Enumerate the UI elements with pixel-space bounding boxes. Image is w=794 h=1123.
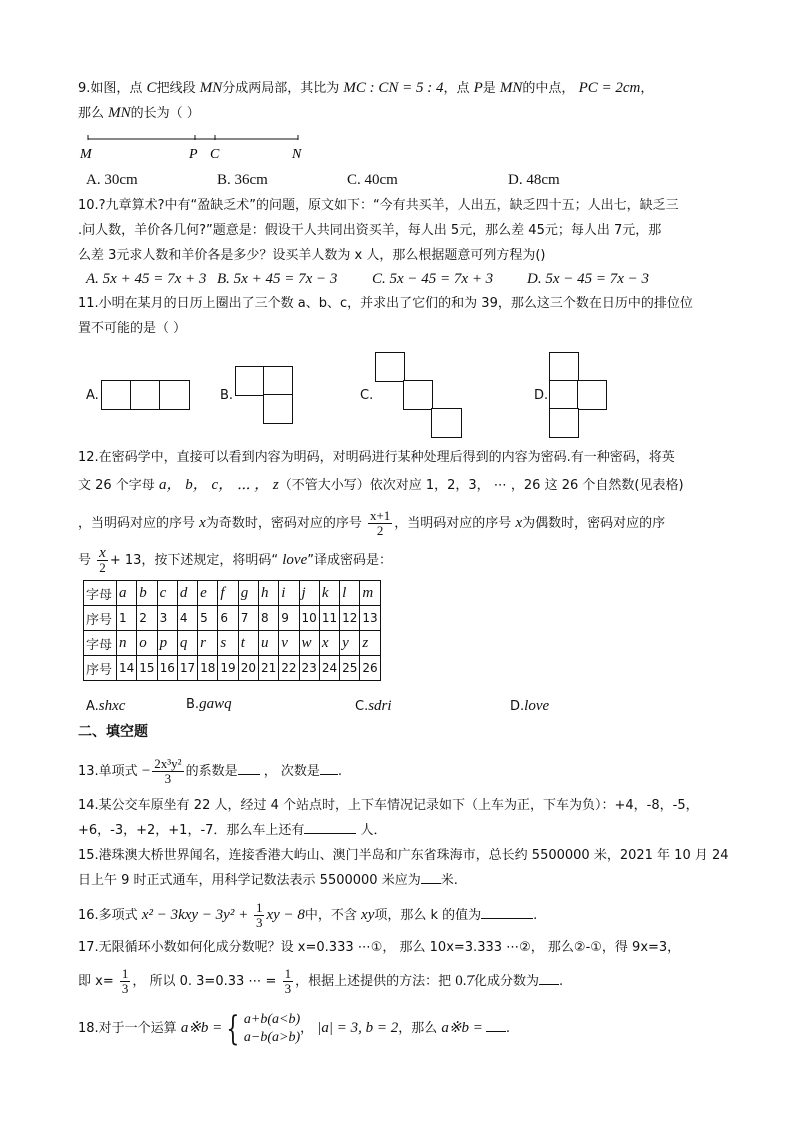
- option-value: sdri: [368, 698, 392, 714]
- q10-option-b[interactable]: B. 5x + 45 = 7x − 3: [217, 271, 338, 287]
- math-expr: xy − 8: [266, 907, 305, 923]
- q14-text: 人．: [356, 823, 387, 838]
- math-var: x: [199, 515, 206, 531]
- cell: [431, 408, 462, 438]
- table-cell: 24: [319, 656, 339, 681]
- q10-line-2: .问人数，羊价各几何?”题意是：假设干人共同出资买羊，每人出 5元，那么差 45元；每人出 7元，那: [78, 223, 662, 238]
- q12-option-b[interactable]: [186, 694, 232, 715]
- repeating-decimal: 0.7̇: [455, 973, 474, 989]
- label-p: P: [189, 147, 198, 162]
- table-cell: 21: [258, 656, 278, 681]
- cell: [263, 366, 293, 396]
- table-cell: 5: [198, 606, 218, 631]
- q16-text: 16.多项式: [78, 908, 142, 923]
- q17-line-2: [78, 964, 728, 999]
- q9-option-d[interactable]: D. 48cm: [508, 172, 560, 188]
- math-var: MN: [108, 105, 131, 121]
- q17-text: 化成分数为: [473, 974, 539, 989]
- table-cell: 17: [177, 656, 197, 681]
- table-cell: e: [198, 581, 218, 606]
- q9-text: 把线段: [156, 81, 200, 96]
- option-value: shxc: [98, 698, 126, 714]
- q13-text: .: [337, 764, 342, 779]
- label-c: C: [210, 147, 220, 162]
- table-cell: v: [279, 631, 299, 656]
- q11-option-a[interactable]: A.: [86, 388, 99, 403]
- table-cell: f: [218, 581, 238, 606]
- q11-option-d[interactable]: D.: [534, 388, 549, 403]
- q9-line-2: [78, 103, 728, 124]
- table-row: [84, 656, 381, 681]
- table-cell: n: [117, 631, 137, 656]
- q12-line-1: 12.在密码学中，直接可以看到内容为明码，对明码进行某种处理后得到的内容为密码.有一种密码，将英: [78, 450, 675, 465]
- table-cell: s: [218, 631, 238, 656]
- table-cell: d: [177, 581, 197, 606]
- q15-line-2: [78, 871, 728, 891]
- q11-option-b[interactable]: B.: [220, 388, 234, 403]
- math-var: MN: [199, 80, 223, 96]
- q12-option-a[interactable]: [86, 696, 125, 717]
- table-cell: o: [137, 631, 157, 656]
- table-cell: 3: [157, 606, 177, 631]
- q10-option-d[interactable]: D. 5x − 45 = 7x − 3: [527, 271, 650, 287]
- q9-text: ，: [640, 81, 654, 96]
- answer-blank[interactable]: [481, 906, 533, 919]
- numerator: 1: [284, 966, 292, 981]
- cell: [403, 380, 433, 410]
- q17-text: ，根据上述提供的方法：把: [295, 974, 456, 989]
- table-cell: w: [299, 631, 319, 656]
- option-label: C.: [355, 699, 369, 714]
- cell: [577, 380, 607, 410]
- q12-text: 文 26 个字母: [78, 478, 159, 493]
- math-var: MN: [499, 80, 523, 96]
- q9-text: ，点: [443, 81, 474, 96]
- math-var: P: [473, 80, 483, 96]
- table-cell: p: [157, 631, 177, 656]
- q12-text: 号: [78, 553, 96, 568]
- answer-blank[interactable]: [421, 871, 441, 884]
- denominator: 3: [255, 915, 263, 930]
- table-cell: 11: [319, 606, 339, 631]
- q11-option-c[interactable]: C.: [360, 388, 374, 403]
- table-cell: t: [238, 631, 258, 656]
- table-cell: 10: [299, 606, 319, 631]
- left-brace: {: [226, 1008, 240, 1049]
- option-label: A.: [86, 699, 99, 714]
- table-cell: 19: [218, 656, 238, 681]
- q17-text: ， 所以 0. 3̇=0.33 ⋯ =: [132, 974, 281, 989]
- cell: [549, 352, 579, 382]
- q12-line-4: [78, 542, 728, 579]
- numerator: 1: [121, 966, 129, 981]
- table-cell: 7: [238, 606, 258, 631]
- cell: [101, 380, 132, 410]
- table-cell: 22: [279, 656, 299, 681]
- answer-blank[interactable]: [486, 1019, 506, 1032]
- table-cell: y: [340, 631, 360, 656]
- q10-option-c[interactable]: C. 5x − 45 = 7x + 3: [372, 271, 494, 287]
- math-expr: x² − 3kxy − 3y² +: [141, 907, 252, 923]
- table-cell: l: [340, 581, 360, 606]
- table-cell: h: [258, 581, 278, 606]
- table-cell: c: [157, 581, 177, 606]
- q18-line: [78, 1008, 728, 1049]
- table-row: [84, 581, 381, 606]
- row-header: 字母: [84, 581, 117, 606]
- minus-sign: −: [141, 763, 151, 779]
- table-cell: j: [299, 581, 319, 606]
- q18-text: 18.对于一个运算: [78, 1021, 181, 1036]
- math-expr: a※b =: [180, 1020, 223, 1036]
- table-cell: 12: [340, 606, 360, 631]
- q14-line-1: 14.某公交车原坐有 22 人，经过 4 个站点时，上下车情况记录如下（上车为正，下车为负）：+4，-8，-5，: [78, 798, 699, 813]
- option-label: B.: [186, 697, 200, 712]
- case-2: a−b(a>b): [243, 1029, 301, 1045]
- table-cell: 1: [117, 606, 137, 631]
- table-cell: 25: [340, 656, 360, 681]
- q9-option-b[interactable]: B. 36cm: [217, 172, 268, 188]
- table-cell: 8: [258, 606, 278, 631]
- table-cell: 20: [238, 656, 258, 681]
- table-cell: 4: [177, 606, 197, 631]
- numerator: x: [99, 545, 106, 561]
- table-cell: g: [238, 581, 258, 606]
- fraction: [152, 757, 183, 786]
- math-expr: |a| = 3, b = 2: [317, 1020, 399, 1036]
- denominator: 3: [284, 981, 292, 996]
- q18-text: ，那么: [398, 1021, 442, 1036]
- q14-line-2: [78, 821, 728, 841]
- table-cell: i: [279, 581, 299, 606]
- segment-diagram: [78, 130, 318, 166]
- table-cell: 6: [218, 606, 238, 631]
- row-header: 字母: [84, 631, 117, 656]
- q12-text: （不管大小写）依次对应 1，2，3， ⋯ ，26 这 26 个自然数(见表格): [278, 478, 684, 493]
- q9-text: 分成两局部，其比为: [222, 81, 344, 96]
- q11-line-2: 置不可能的是（ ）: [78, 321, 187, 336]
- q16-text: 项，那么 k 的值为: [374, 908, 482, 923]
- math-var: xy: [361, 907, 375, 923]
- math-letters: a， b， c， ⋯ ， z: [158, 477, 279, 493]
- table-cell: 23: [299, 656, 319, 681]
- option-value: gawq: [199, 696, 232, 712]
- q9-text: 那么: [78, 106, 109, 121]
- q15-text: 日上午 9 时正式通车，用科学记数法表示 5500000 米应为: [78, 873, 421, 888]
- fraction: [283, 967, 294, 996]
- q12-option-c[interactable]: [355, 696, 392, 717]
- q12-text: ”译成密码是：: [307, 553, 392, 568]
- table-cell: 15: [137, 656, 157, 681]
- q9-option-c[interactable]: C. 40cm: [347, 172, 398, 188]
- q12-text: 为奇数时，密码对应的序号: [205, 516, 366, 531]
- math-var: C: [146, 80, 157, 96]
- cell: [130, 380, 161, 410]
- q12-text: ，当明码对应的序号: [394, 516, 516, 531]
- numerator: 1: [255, 900, 263, 915]
- q13-text: 13.单项式: [78, 764, 142, 779]
- q16-line: [78, 898, 728, 933]
- fraction: [368, 509, 392, 538]
- table-cell: 2: [137, 606, 157, 631]
- q9-text: 9.如图，点: [78, 81, 147, 96]
- q9-text: 的中点，: [522, 81, 579, 96]
- denominator: 3: [164, 771, 172, 786]
- q12-line-2: [78, 475, 728, 496]
- q17-line-1: 17.无限循环小数如何化成分数呢？设 x=0.333 ⋯①， 那么 10x=3.333 ⋯②， 那么②-①，得 9x=3，: [78, 940, 681, 955]
- math-var: x: [515, 515, 523, 531]
- piecewise-cases: [244, 1011, 300, 1047]
- q10-line-3: 么差 3元求人数和羊价各是多少？设买羊人数为 x 人，那么根据题意可列方程为(): [78, 248, 546, 263]
- table-cell: 14: [117, 656, 137, 681]
- q10-option-a[interactable]: A. 5x + 45 = 7x + 3: [86, 271, 207, 287]
- fraction: [120, 967, 131, 996]
- q13-text: ， 次数是: [259, 764, 320, 779]
- table-cell: 18: [198, 656, 218, 681]
- option-value: love: [524, 698, 550, 714]
- q13-text: 的系数是: [185, 764, 238, 779]
- q10-line-1: 10.?九章算术?中有“盈缺乏术”的问题，原文如下：“今有共买羊，人出五，缺乏四十五；人出七，缺乏三: [78, 198, 679, 213]
- q16-text: 中，不含: [304, 908, 362, 923]
- q17-text: .: [558, 974, 564, 989]
- answer-blank[interactable]: [320, 762, 338, 775]
- denominator: 2: [99, 560, 106, 575]
- table-cell: r: [198, 631, 218, 656]
- q9-line-1: [78, 78, 728, 99]
- table-cell: 13: [360, 606, 380, 631]
- math-expr: a※b =: [441, 1020, 483, 1036]
- q9-text: 的长为（ ）: [130, 106, 200, 121]
- numerator: 2x³y²: [154, 756, 182, 771]
- q9-option-a[interactable]: A. 30cm: [86, 172, 138, 188]
- q9-text: 是: [482, 81, 500, 96]
- q12-text: ，当明码对应的序号: [78, 516, 200, 531]
- q12-option-d[interactable]: [510, 696, 549, 717]
- q17-text: 即 x=: [78, 974, 118, 989]
- section-heading: 二、填空题: [78, 724, 148, 740]
- row-header: 序号: [84, 606, 117, 631]
- cell: [235, 366, 265, 396]
- math-word: love: [282, 552, 308, 568]
- q15-line-1: 15.港珠澳大桥世界闻名，连接香港大屿山、澳门半岛和广东省珠海市，总长约 5500000 米，2021 年 10 月 24: [78, 848, 729, 863]
- cell: [263, 394, 293, 424]
- q13-line: [78, 752, 728, 791]
- fraction: [254, 901, 265, 930]
- table-cell: a: [117, 581, 137, 606]
- denominator: 3: [121, 981, 129, 996]
- table-cell: u: [258, 631, 278, 656]
- table-cell: k: [319, 581, 339, 606]
- q11-line-1: 11.小明在某月的日历上圈出了三个数 a、b、c，并求出了它们的和为 39，那么这三个数在日历中的排位位: [78, 296, 693, 311]
- q18-text: ，: [300, 1021, 318, 1036]
- answer-blank[interactable]: [304, 821, 356, 834]
- cell: [549, 408, 579, 438]
- q16-text: .: [533, 908, 538, 923]
- q12-line-3: [78, 505, 728, 542]
- case-1: a+b(a<b): [243, 1011, 301, 1027]
- answer-blank[interactable]: [238, 762, 260, 775]
- q18-text: .: [505, 1021, 510, 1036]
- table-cell: 16: [157, 656, 177, 681]
- table-cell: q: [177, 631, 197, 656]
- label-m: M: [80, 147, 92, 162]
- numerator: x+1: [369, 508, 391, 523]
- label-n: N: [292, 147, 302, 162]
- table-cell: m: [360, 581, 380, 606]
- cell: [375, 352, 405, 382]
- denominator: 2: [376, 523, 384, 538]
- q14-text: +6，-3，+2，+1，-7．那么车上还有: [78, 823, 305, 838]
- q15-text: 米.: [440, 873, 458, 888]
- table-cell: x: [319, 631, 339, 656]
- table-cell: 26: [360, 656, 380, 681]
- math-expr: PC = 2cm: [578, 80, 641, 96]
- row-header: 序号: [84, 656, 117, 681]
- cell: [549, 380, 579, 410]
- answer-blank[interactable]: [539, 972, 559, 985]
- table-row: [84, 606, 381, 631]
- cipher-table: [83, 580, 381, 681]
- math-ratio: MC : CN = 5 : 4: [343, 80, 444, 96]
- q12-text: 为偶数时，密码对应的序: [522, 516, 666, 531]
- fraction: [97, 546, 108, 575]
- table-cell: b: [137, 581, 157, 606]
- cell: [159, 380, 190, 410]
- table-row: [84, 631, 381, 656]
- table-cell: z: [360, 631, 380, 656]
- option-label: D.: [510, 699, 525, 714]
- table-cell: 9: [279, 606, 299, 631]
- q12-text: + 13，按下述规定，将明码“: [109, 553, 283, 568]
